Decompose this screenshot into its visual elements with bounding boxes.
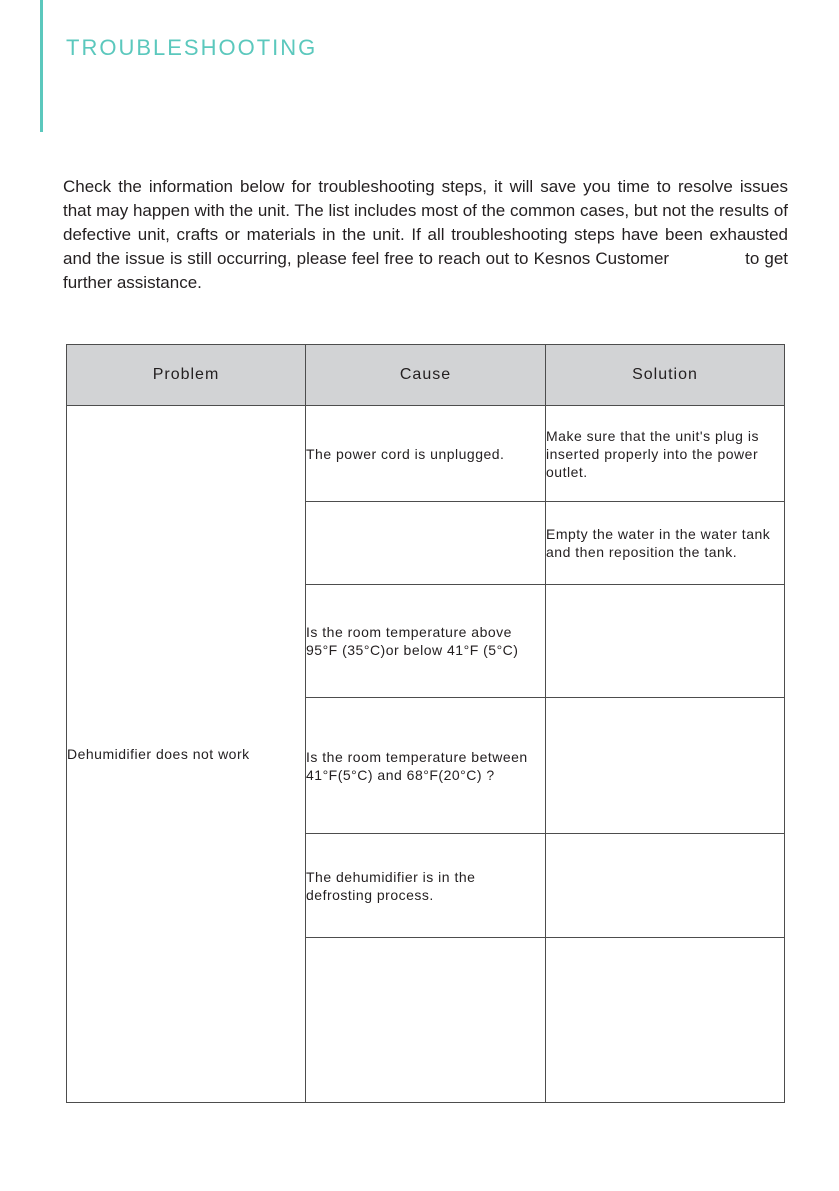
troubleshooting-table — [66, 344, 785, 1103]
table-row — [67, 406, 785, 502]
cause-cell — [306, 938, 546, 1103]
intro-text-part1: Check the information below for troubleshooting steps, it will save you time to resolve issues that may happen with the unit. The list includes most of the common cases, but not the results of defective unit, crafts or materials in the unit. If all troubleshooting steps have been exhausted and the issue is still occurring, please feel free to reach out to Kesnos Customer — [63, 177, 788, 268]
side-accent-rule — [40, 0, 43, 132]
solution-cell — [546, 834, 785, 938]
header-solution: Solution — [546, 345, 785, 406]
cause-cell: The power cord is unplugged. — [306, 406, 546, 502]
table-header-row — [67, 345, 785, 406]
solution-cell: Make sure that the unit's plug is inserted properly into the power outlet. — [546, 406, 785, 502]
header-cause: Cause — [306, 345, 546, 406]
solution-cell: Empty the water in the water tank and then reposition the tank. — [546, 502, 785, 585]
header-problem: Problem — [67, 345, 306, 406]
cause-cell: The dehumidifier is in the defrosting process. — [306, 834, 546, 938]
problem-cell: Dehumidifier does not work — [67, 406, 306, 1103]
solution-cell — [546, 585, 785, 698]
intro-text-part2: to get further assistance. — [63, 249, 788, 292]
page-title: TROUBLESHOOTING — [66, 35, 318, 60]
solution-cell — [546, 698, 785, 834]
intro-paragraph — [63, 175, 788, 295]
solution-cell — [546, 938, 785, 1103]
cause-cell — [306, 502, 546, 585]
cause-cell: Is the room temperature between 41°F(5°C) and 68°F(20°C) ? — [306, 698, 546, 834]
cause-cell: Is the room temperature above 95°F (35°C)or below 41°F (5°C) — [306, 585, 546, 698]
